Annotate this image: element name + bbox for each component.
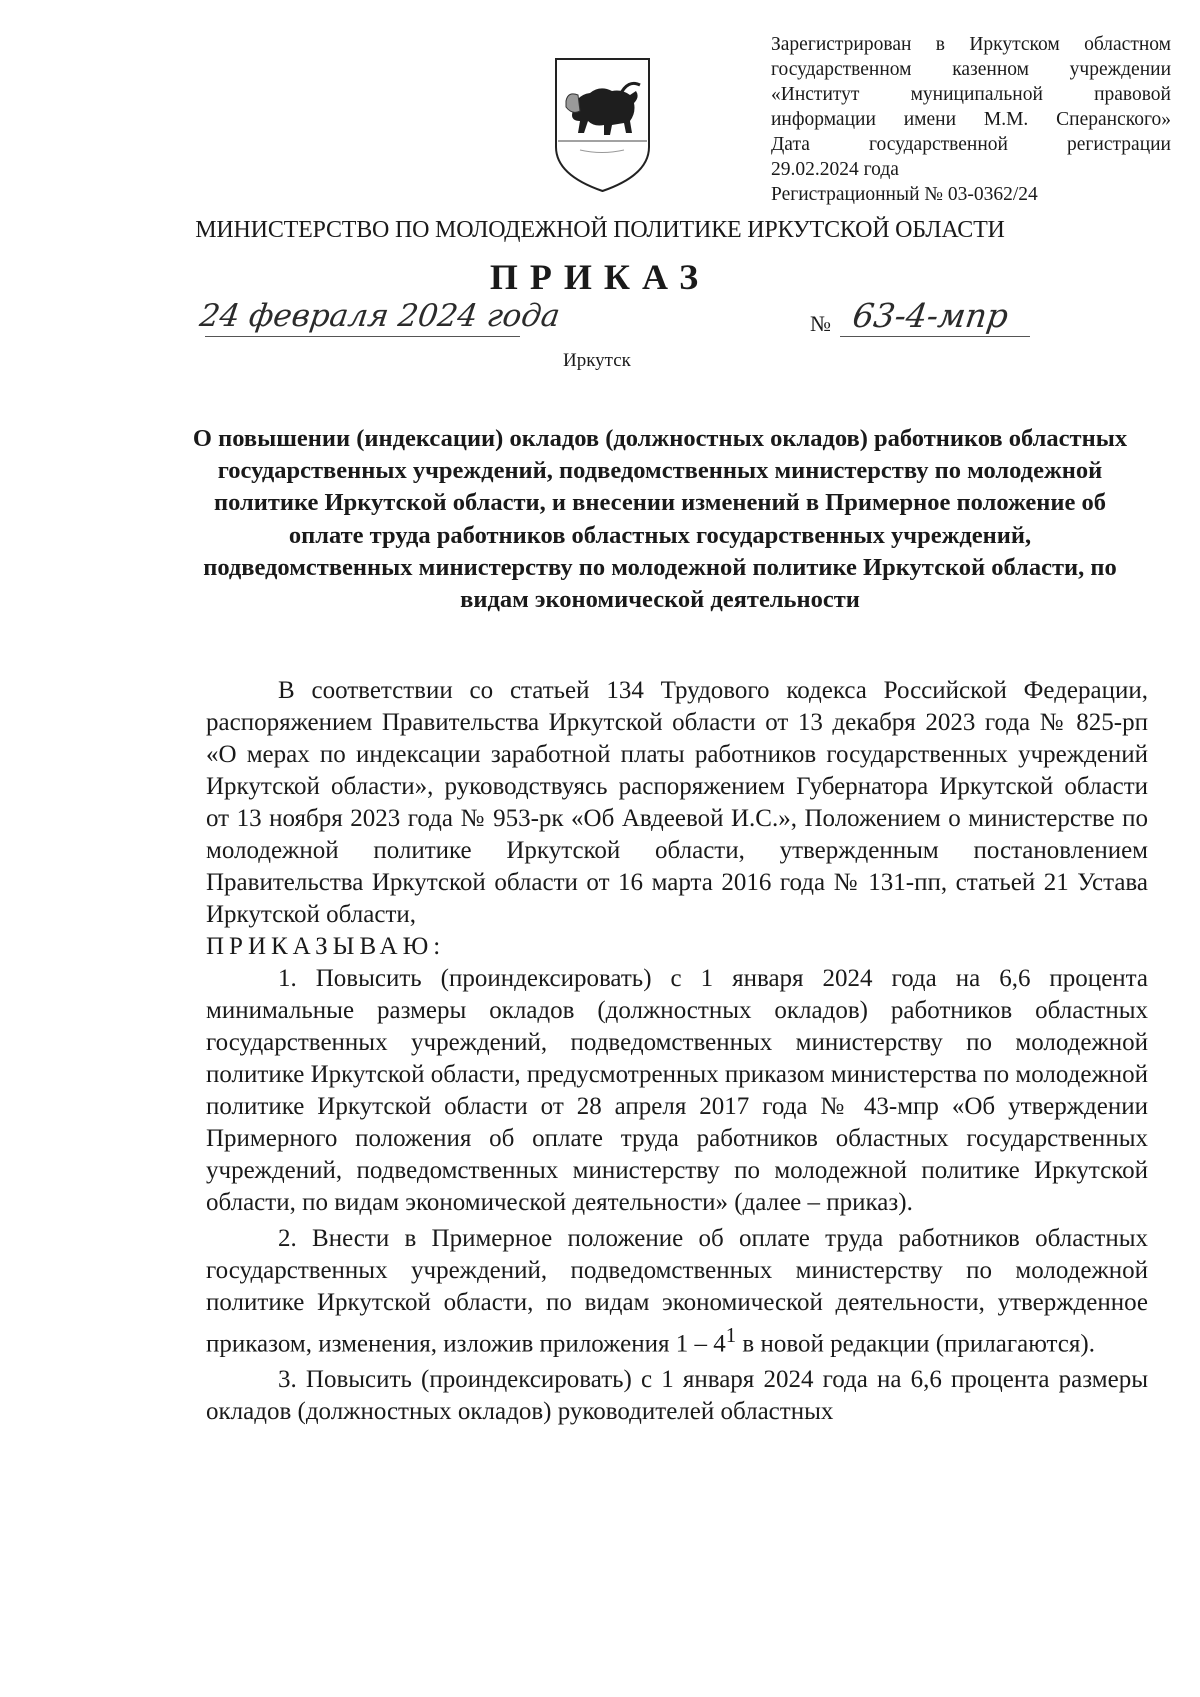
item-2-paragraph (206, 1223, 1148, 1360)
date-underline (205, 336, 520, 337)
registration-line: информации имени М.М. Сперанского» (771, 109, 1171, 130)
item-3-paragraph: 3. Повысить (проиндексировать) с 1 января 2024 года на 6,6 процента размеры окладов (должностных окладов) руководителей областных (206, 1366, 1148, 1426)
document-heading: О повышении (индексации) окладов (должностных окладов) работников областных государственных учреждений, подведомственных министерству по молодежной политике Иркутской области, и внесении изменений в Примерное положение об оплате труда работников областных государственных учреждений, подведомственных министерству по молодежной политике Иркутской области, по видам экономической деятельности (192, 425, 1128, 614)
handwritten-date: 24 февраля 2024 года (197, 298, 563, 334)
item-2-text: 2. Внести в Примерное положение об оплате труда работников областных государственных учреждений, подведомственных министерству по молодежной политике Иркутской области, по видам экономической деятельности, утвержденное приказом, изменения, изложив приложения 1 – 4 (206, 1225, 1148, 1358)
handwritten-number: 63-4-мпр (850, 296, 1011, 335)
order-word: ПРИКАЗЫВАЮ: (206, 933, 446, 960)
item-2-tail: в новой редакции (прилагаются). (736, 1330, 1095, 1358)
document-body (206, 675, 1148, 1428)
registration-line: «Институт муниципальной правовой (771, 84, 1171, 105)
registration-line: государственном казенном учреждении (771, 59, 1171, 80)
registration-line: 29.02.2024 года (771, 159, 899, 180)
coat-of-arms-icon (550, 55, 655, 195)
registration-stamp (771, 32, 1171, 207)
item-2-superscript: 1 (725, 1323, 737, 1347)
registration-line: Дата государственной регистрации (771, 134, 1171, 155)
registration-line: Зарегистрирован в Иркутском областном (771, 34, 1171, 55)
number-underline (840, 336, 1030, 337)
city-label: Иркутск (563, 350, 631, 371)
item-1-paragraph: 1. Повысить (проиндексировать) с 1 января 2024 года на 6,6 процента минимальные размеры окладов (должностных окладов) работников областных государственных учреждений, подведомственных министерству по молодежной политике Иркутской области, предусмотренных приказом министерства по молодежной политике Иркутской области от 28 апреля 2017 года № 43-мпр «Об утверждении Примерного положения об оплате труда работников областных государственных учреждений, подведомственных министерству по молодежной политике Иркутской области, по видам экономической деятельности» (далее – приказ). (206, 965, 1148, 1216)
preamble-paragraph: В соответствии со статьей 134 Трудового кодекса Российской Федерации, распоряжением Правительства Иркутской области от 13 декабря 2023 года № 825-рп «О мерах по индексации заработной платы работников государственных учреждений Иркутской области», руководствуясь распоряжением Губернатора Иркутской области от 13 ноября 2023 года № 953-рк «Об Авдеевой И.С.», Положением о министерстве по молодежной политике Иркутской области, утвержденным постановлением Правительства Иркутской области от 16 марта 2016 года № 131-пп, статьей 21 Устава Иркутской области, (206, 677, 1148, 928)
page-title: ПРИКАЗ (489, 257, 711, 297)
registration-line: Регистрационный № 03-0362/24 (771, 184, 1038, 205)
number-sign: № (810, 311, 831, 336)
ministry-name: МИНИСТЕРСТВО ПО МОЛОДЕЖНОЙ ПОЛИТИКЕ ИРКУТСКОЙ ОБЛАСТИ (195, 217, 1005, 243)
